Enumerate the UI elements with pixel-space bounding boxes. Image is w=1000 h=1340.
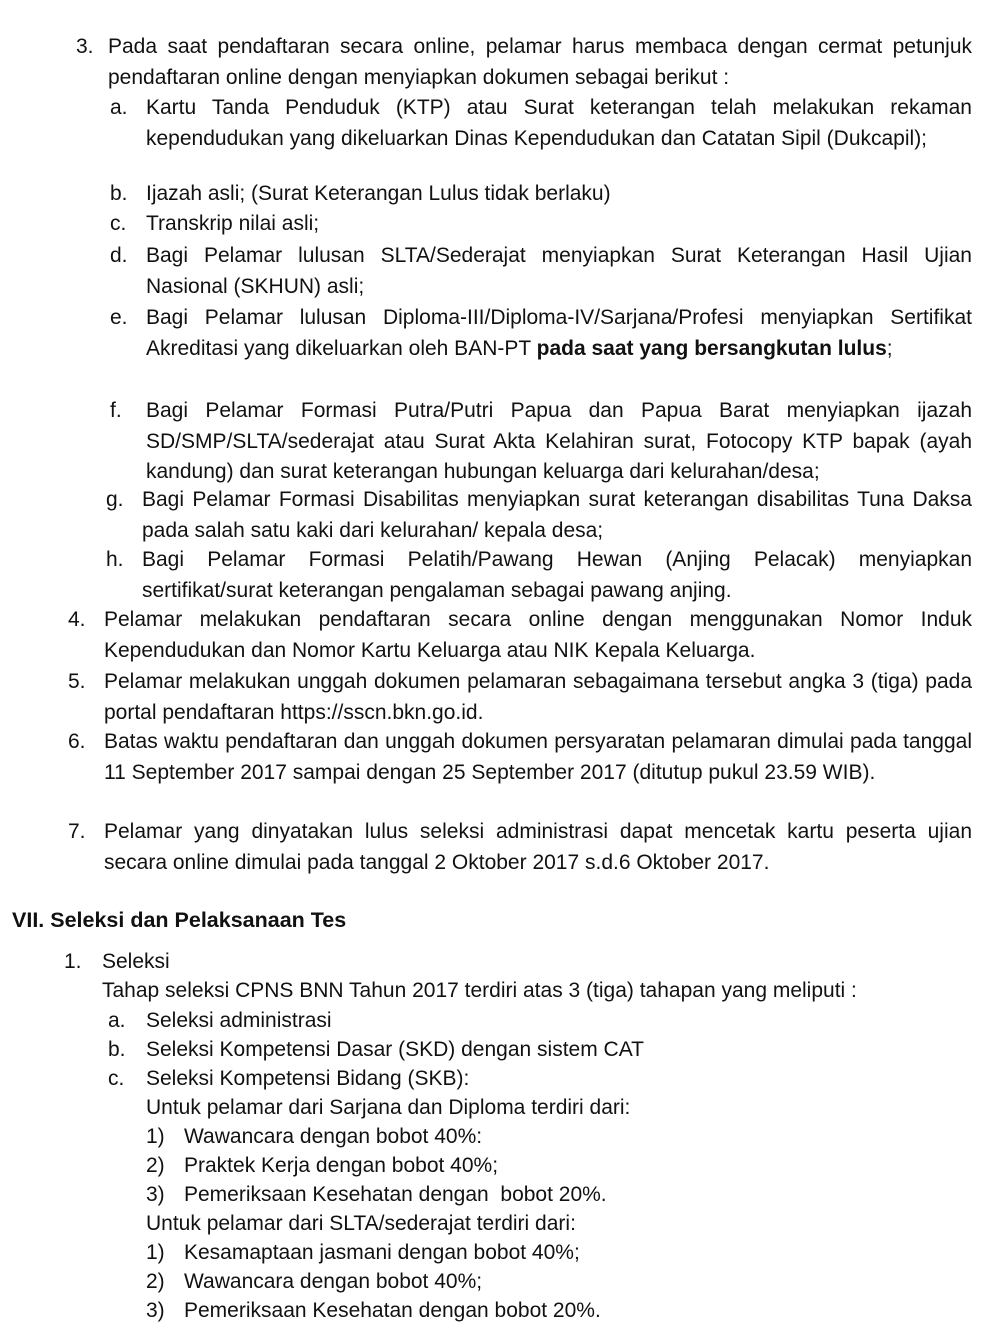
item-text: Bagi Pelamar lulusan SLTA/Sederajat menyiapkan Surat Keterangan Hasil Ujian Nasional (SKHUN) asli; xyxy=(146,244,972,298)
item-letter: f. xyxy=(110,399,122,422)
item-text: Bagi Pelamar Formasi Disabilitas menyiapkan surat keterangan disabilitas Tuna Daksa pada salah satu kaki dari kelurahan/ kepala desa; xyxy=(142,488,972,542)
item-number: 5. xyxy=(68,670,86,693)
item-text: Pelamar melakukan pendaftaran secara online dengan menggunakan Nomor Induk Kependudukan dan Nomor Kartu Keluarga atau NIK Kepala Keluarga. xyxy=(104,608,972,662)
item-text: Batas waktu pendaftaran dan unggah dokumen persyaratan pelamaran dimulai pada tanggal 11 September 2017 sampai dengan 25 September 2017 (ditutup pukul 23.59 WIB). xyxy=(104,730,972,784)
item-number: 7. xyxy=(68,820,86,843)
item-number: 2) xyxy=(146,1154,165,1177)
item-number: 3) xyxy=(146,1299,165,1322)
item-text: Pelamar melakukan unggah dokumen pelamaran sebagaimana tersebut angka 3 (tiga) pada portal pendaftaran https://sscn.bkn.go.id. xyxy=(104,670,972,724)
item-text: Bagi Pelamar lulusan Diploma-III/Diploma-IV/Sarjana/Profesi menyiapkan Sertifikat Akreditasi yang dikeluarkan oleh BAN-PT pada saat yang bersangkutan lulus; xyxy=(146,306,972,360)
item-number: 1) xyxy=(146,1241,165,1264)
item-letter: h. xyxy=(106,548,124,571)
item-number: 1. xyxy=(64,950,82,973)
item-text: Seleksi Kompetensi Dasar (SKD) dengan sistem CAT xyxy=(146,1038,644,1061)
item-number: 6. xyxy=(68,730,86,753)
item-text: Wawancara dengan bobot 40%; xyxy=(184,1270,483,1293)
sarjana-intro: Untuk pelamar dari Sarjana dan Diploma terdiri dari: xyxy=(146,1096,631,1119)
item-text: Seleksi administrasi xyxy=(146,1009,332,1032)
item-text: Kartu Tanda Penduduk (KTP) atau Surat keterangan telah melakukan rekaman kependudukan yang dikeluarkan Dinas Kependudukan dan Catatan Sipil (Dukcapil); xyxy=(146,96,972,150)
slta-intro: Untuk pelamar dari SLTA/sederajat terdiri dari: xyxy=(146,1212,576,1235)
item-letter: d. xyxy=(110,244,128,267)
item-number: 4. xyxy=(68,608,86,631)
item-text: Praktek Kerja dengan bobot 40%; xyxy=(184,1154,499,1177)
item-letter: b. xyxy=(110,182,128,205)
section-heading: VII. Seleksi dan Pelaksanaan Tes xyxy=(12,908,347,932)
item-letter: e. xyxy=(110,306,128,329)
item-letter: c. xyxy=(110,212,127,235)
item-letter: a. xyxy=(110,96,128,119)
item-number: 3. xyxy=(76,35,94,58)
item-text: Pada saat pendaftaran secara online, pelamar harus membaca dengan cermat petunjuk pendaftaran online dengan menyiapkan dokumen sebagai berikut : xyxy=(108,35,972,89)
item-text: Wawancara dengan bobot 40%: xyxy=(184,1125,483,1148)
item-text: Pelamar yang dinyatakan lulus seleksi administrasi dapat mencetak kartu peserta ujian secara online dimulai pada tanggal 2 Oktober 2017 s.d.6 Oktober 2017. xyxy=(104,820,972,874)
item-number: 3) xyxy=(146,1183,165,1206)
item-text: Bagi Pelamar Formasi Pelatih/Pawang Hewan (Anjing Pelacak) menyiapkan sertifikat/surat keterangan pengalaman sebagai pawang anjing. xyxy=(142,548,972,602)
item-letter: b. xyxy=(108,1038,126,1061)
item-number: 2) xyxy=(146,1270,165,1293)
bold-emphasis: pada saat yang bersangkutan lulus xyxy=(536,336,887,360)
item-title: Seleksi xyxy=(102,950,170,973)
item-text: Transkrip nilai asli; xyxy=(146,212,320,235)
item-text: Seleksi Kompetensi Bidang (SKB): xyxy=(146,1067,470,1090)
item-text: Bagi Pelamar Formasi Putra/Putri Papua dan Papua Barat menyiapkan ijazah SD/SMP/SLTA/sederajat atau Surat Akta Kelahiran surat, Fotocopy KTP bapak (ayah kandung) dan surat keterangan hubungan keluarga dari kelurahan/desa; xyxy=(146,399,972,483)
selection-intro: Tahap seleksi CPNS BNN Tahun 2017 terdiri atas 3 (tiga) tahapan yang meliputi : xyxy=(102,979,857,1002)
item-text: Kesamaptaan jasmani dengan bobot 40%; xyxy=(184,1241,580,1264)
item-letter: a. xyxy=(108,1009,126,1032)
item-letter: g. xyxy=(106,488,124,511)
item-text: Pemeriksaan Kesehatan dengan bobot 20%. xyxy=(184,1183,607,1206)
item-text: Pemeriksaan Kesehatan dengan bobot 20%. xyxy=(184,1299,601,1322)
item-letter: c. xyxy=(108,1067,125,1090)
item-text: Ijazah asli; (Surat Keterangan Lulus tidak berlaku) xyxy=(146,182,611,205)
item-number: 1) xyxy=(146,1125,165,1148)
